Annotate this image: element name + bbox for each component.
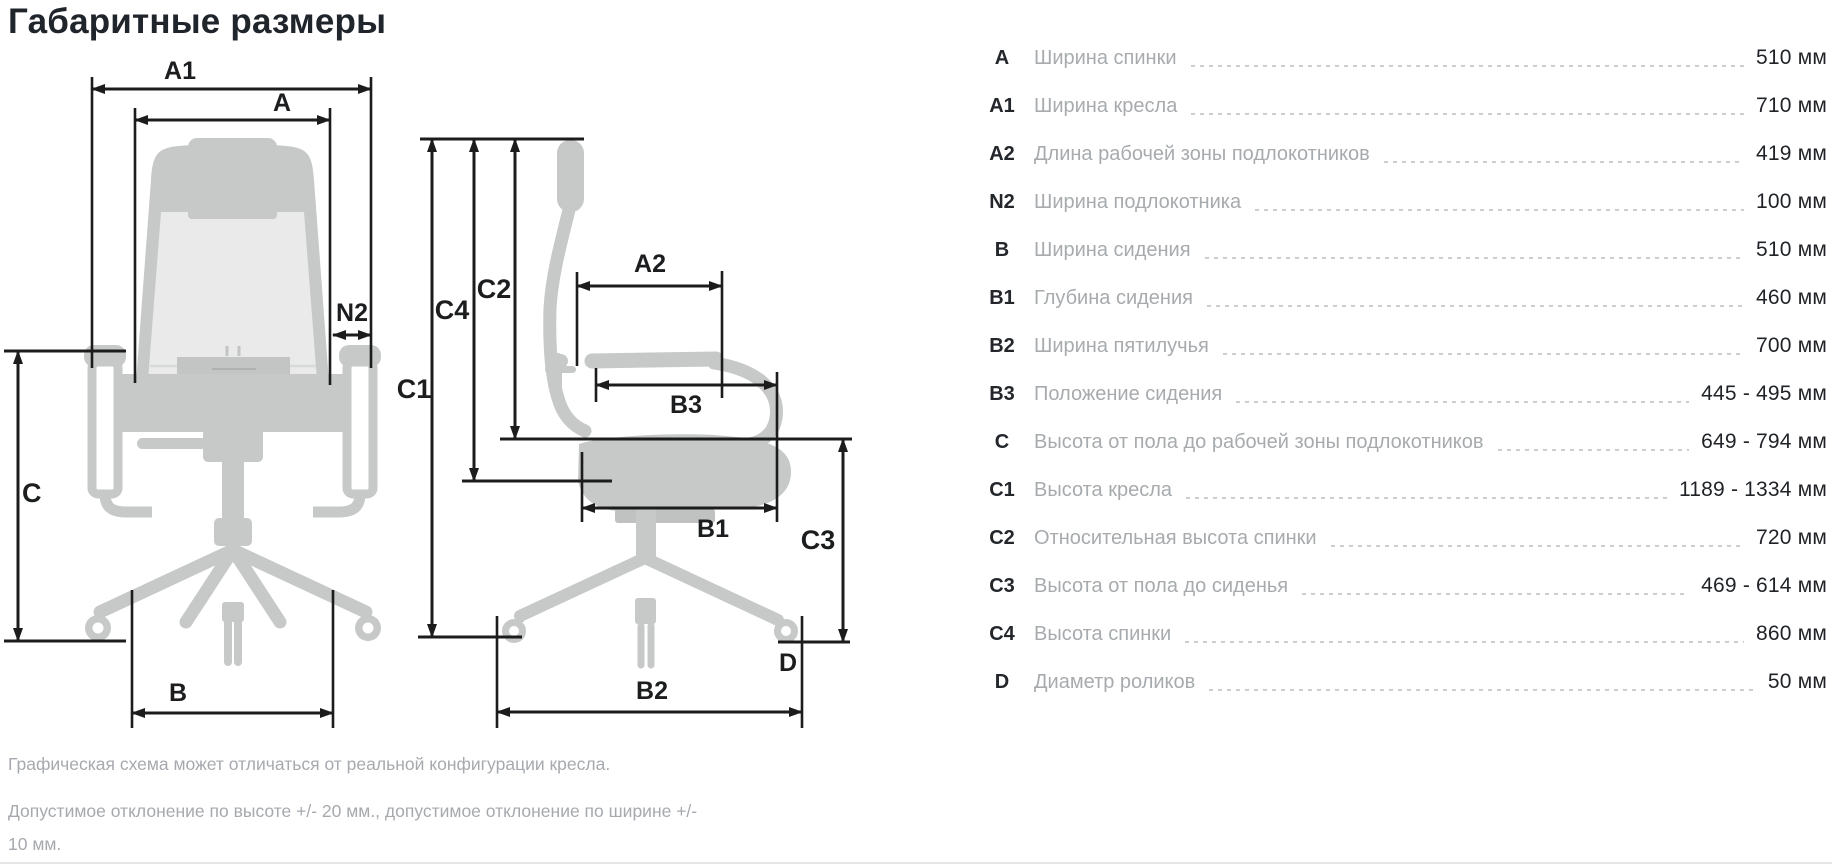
dim-label-a: A: [272, 89, 292, 117]
spec-name: Высота спинки: [1034, 622, 1172, 645]
spec-name: Высота от пола до рабочей зоны подлокотников: [1034, 430, 1484, 453]
spec-value: 710 мм: [1756, 94, 1827, 117]
dim-label-c4: C4: [434, 295, 470, 325]
spec-code: C2: [989, 526, 1015, 549]
page-title: Габаритные размеры: [8, 2, 387, 41]
spec-list: [978, 38, 1827, 702]
dim-label-a1: A1: [164, 57, 196, 85]
spec-value: 510 мм: [1756, 46, 1827, 69]
spec-name: Относительная высота спинки: [1034, 526, 1317, 549]
dotted-leader: [1236, 401, 1689, 403]
spec-code: B2: [989, 334, 1015, 357]
spec-row: [978, 134, 1827, 174]
dotted-leader: [1186, 497, 1667, 499]
chair-front-view: [4, 57, 381, 728]
dim-label-c1: C1: [396, 374, 432, 404]
spec-code: B: [994, 238, 1010, 261]
dim-label-n2: N2: [336, 299, 368, 327]
spec-row: [978, 278, 1827, 318]
dotted-leader: [1384, 161, 1744, 163]
spec-name: Ширина кресла: [1034, 94, 1178, 117]
dotted-leader: [1255, 209, 1744, 211]
chair-side-art: [502, 140, 798, 665]
dim-label-b2: B2: [636, 677, 668, 705]
spec-value: 100 мм: [1756, 190, 1827, 213]
dotted-leader: [1191, 113, 1744, 115]
dotted-leader: [1191, 65, 1745, 67]
dim-label-c2: C2: [476, 274, 512, 304]
chair-side-view: [397, 139, 852, 728]
spec-value: 419 мм: [1756, 142, 1827, 165]
dotted-leader: [1302, 593, 1689, 595]
chair-front-art: [84, 138, 381, 662]
spec-row: [978, 662, 1827, 702]
spec-value: 469 - 614 мм: [1701, 574, 1827, 597]
spec-name: Высота от пола до сиденья: [1034, 574, 1289, 597]
dim-label-b3: B3: [670, 391, 702, 419]
spec-code: A: [994, 46, 1010, 69]
dim-label-a2: A2: [634, 250, 666, 278]
spec-code: A2: [989, 142, 1015, 165]
spec-row: [978, 566, 1827, 606]
spec-value: 445 - 495 мм: [1701, 382, 1827, 405]
dotted-leader: [1498, 449, 1690, 451]
spec-code: D: [994, 670, 1010, 693]
spec-code: C: [994, 430, 1010, 453]
footnotes: [8, 748, 698, 864]
spec-row: [978, 470, 1827, 510]
spec-code: B3: [989, 382, 1015, 405]
chair-dimension-diagram: [0, 50, 880, 750]
dim-label-d: D: [778, 649, 798, 677]
spec-row: [978, 518, 1827, 558]
dotted-leader: [1331, 545, 1744, 547]
spec-value: 510 мм: [1756, 238, 1827, 261]
dotted-leader: [1205, 257, 1745, 259]
dim-label-c: C: [22, 478, 42, 508]
dotted-leader: [1209, 689, 1756, 691]
spec-code: C4: [989, 622, 1015, 645]
spec-name: Ширина пятилучья: [1034, 334, 1209, 357]
spec-value: 649 - 794 мм: [1701, 430, 1827, 453]
spec-code: C3: [989, 574, 1015, 597]
spec-name: Диаметр роликов: [1034, 670, 1196, 693]
spec-name: Длина рабочей зоны подлокотников: [1034, 142, 1370, 165]
spec-name: Высота кресла: [1034, 478, 1173, 501]
spec-row: [978, 38, 1827, 78]
spec-code: A1: [989, 94, 1015, 117]
spec-value: 1189 - 1334 мм: [1678, 478, 1827, 501]
spec-code: C1: [989, 478, 1015, 501]
spec-value: 860 мм: [1756, 622, 1827, 645]
spec-row: [978, 374, 1827, 414]
dotted-leader: [1185, 641, 1744, 643]
footnote-tolerance: Допустимое отклонение по высоте +/- 20 мм., допустимое отклонение по ширине +/- 10 мм.: [8, 801, 698, 854]
spec-row: [978, 614, 1827, 654]
spec-row: [978, 230, 1827, 270]
dim-label-b1: B1: [697, 515, 729, 543]
spec-name: Положение сидения: [1034, 382, 1223, 405]
spec-value: 460 мм: [1756, 286, 1827, 309]
dotted-leader: [1223, 353, 1744, 355]
spec-name: Глубина сидения: [1034, 286, 1193, 309]
dim-label-b: B: [168, 679, 188, 707]
spec-name: Ширина подлокотника: [1034, 190, 1242, 213]
spec-row: [978, 326, 1827, 366]
spec-code: N2: [989, 190, 1015, 213]
spec-value: 50 мм: [1767, 670, 1827, 693]
footnote-schema: Графическая схема может отличаться от реальной конфигурации кресла.: [8, 754, 611, 774]
spec-row: [978, 182, 1827, 222]
spec-name: Ширина сидения: [1034, 238, 1191, 261]
dotted-leader: [1207, 305, 1744, 307]
spec-row: [978, 86, 1827, 126]
spec-code: B1: [989, 286, 1015, 309]
spec-name: Ширина спинки: [1034, 46, 1177, 69]
spec-value: 720 мм: [1756, 526, 1827, 549]
spec-value: 700 мм: [1756, 334, 1827, 357]
dim-label-c3: C3: [800, 525, 836, 555]
spec-row: [978, 422, 1827, 462]
